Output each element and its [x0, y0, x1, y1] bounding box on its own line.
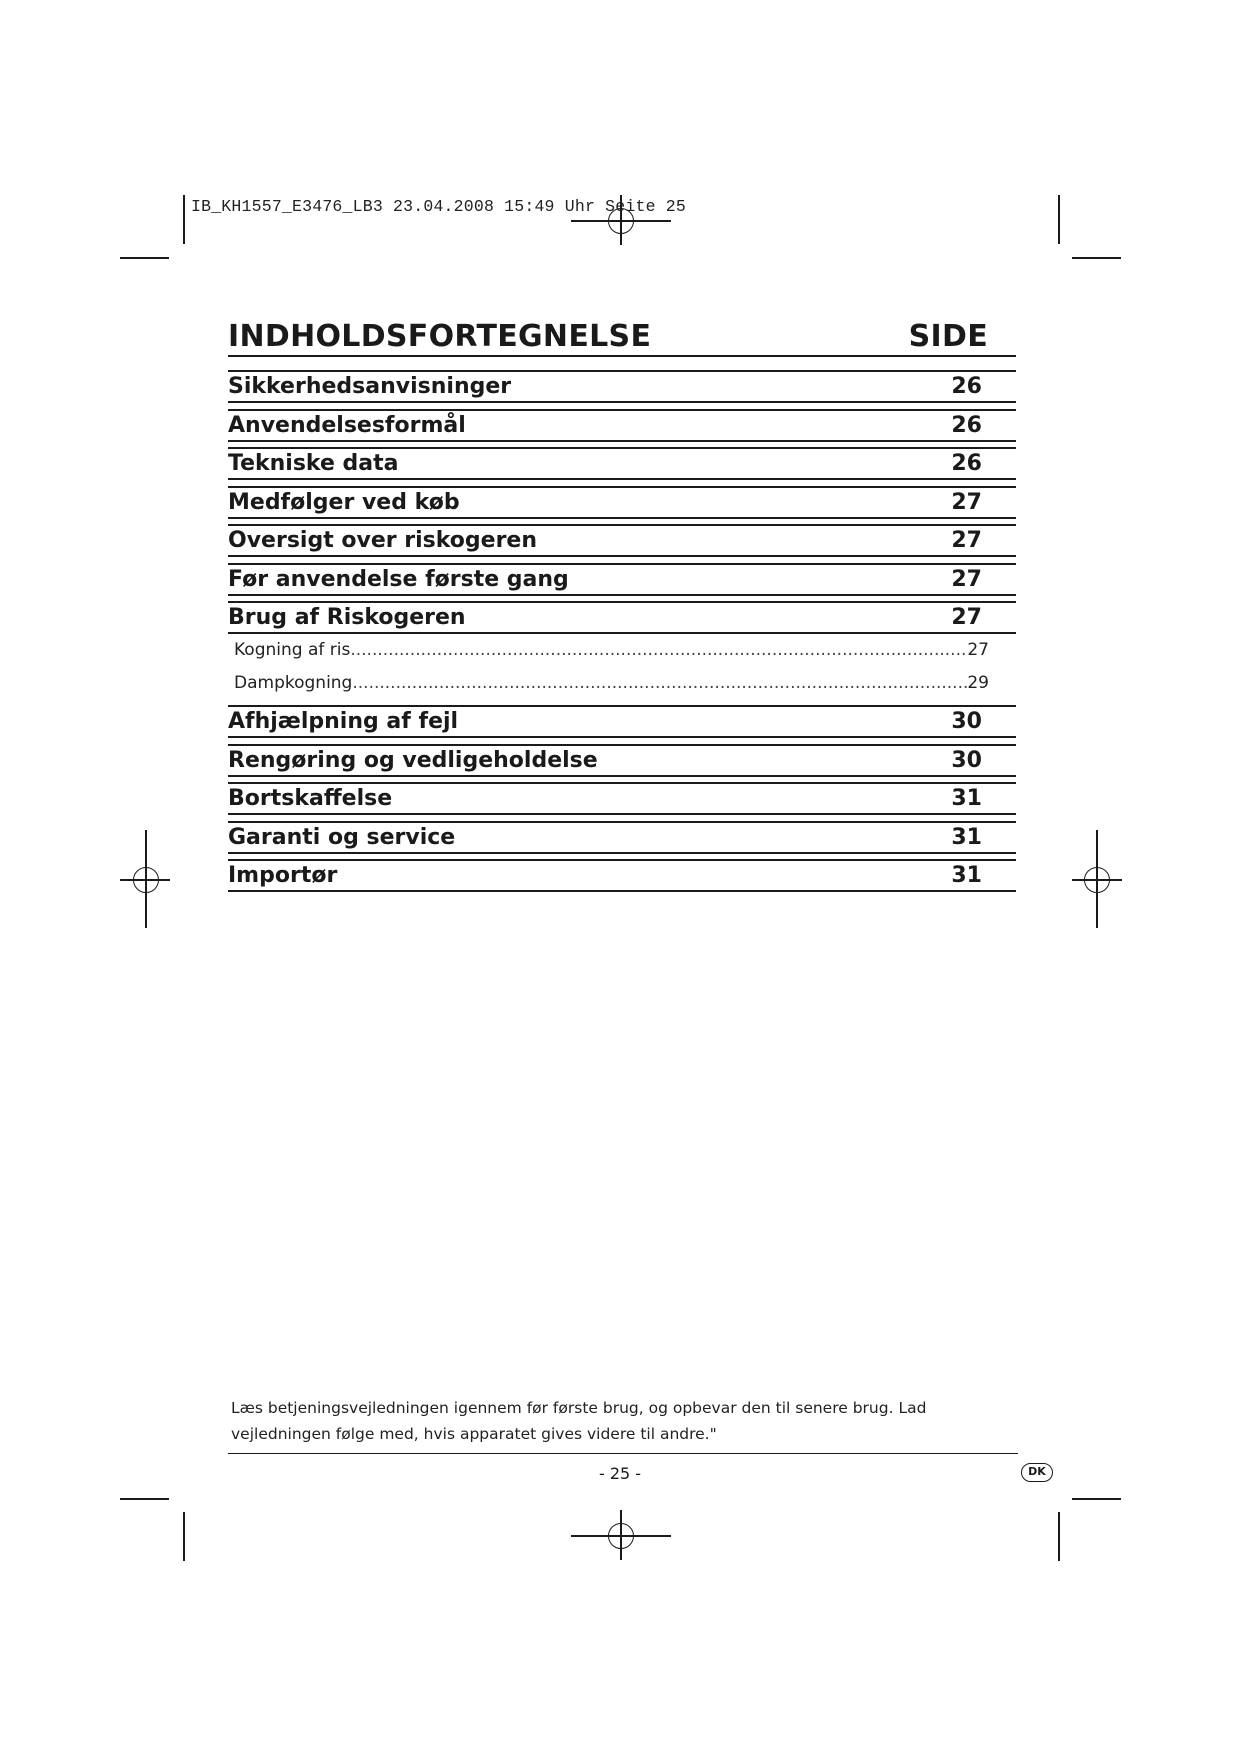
toc-entry[interactable]	[228, 860, 1016, 890]
toc-page-header: SIDE	[908, 319, 988, 354]
toc-entry-page: 27	[951, 567, 982, 592]
toc-entry[interactable]	[228, 448, 1016, 478]
toc-entry[interactable]	[228, 783, 1016, 813]
toc-entry-page: 26	[951, 451, 982, 476]
print-slug: IB_KH1557_E3476_LB3 23.04.2008 15:49 Uhr Seite 25	[191, 197, 686, 216]
toc-entry-page: 31	[951, 825, 982, 850]
footer-note: Læs betjeningsvejledningen igennem før første brug, og opbevar den til senere brug. Lad vejledningen følge med, hvis apparatet gives videre til andre."	[231, 1399, 927, 1443]
toc-entry-label: Brug af Riskogeren	[228, 605, 466, 630]
toc-entry-page: 31	[951, 786, 982, 811]
toc-entry[interactable]	[228, 602, 1016, 632]
toc-title: INDHOLDSFORTEGNELSE	[228, 319, 652, 354]
toc-entry[interactable]	[228, 371, 1016, 401]
toc-entry[interactable]	[228, 410, 1016, 440]
toc-entry-label: Anvendelsesformål	[228, 413, 466, 438]
toc-sub-entry-page: 27	[967, 640, 989, 660]
toc-header	[228, 312, 1016, 356]
toc-entry-label: Garanti og service	[228, 825, 456, 850]
toc-entry-page: 27	[951, 605, 982, 630]
toc-entry-label: Oversigt over riskogeren	[228, 528, 537, 553]
toc-entry[interactable]	[228, 564, 1016, 594]
page-number: - 25 -	[598, 1464, 642, 1483]
toc-entry-label: Rengøring og vedligeholdelse	[228, 748, 598, 773]
toc-entry-page: 26	[951, 413, 982, 438]
toc-entry-page: 27	[951, 528, 982, 553]
toc-entry[interactable]	[228, 706, 1016, 736]
toc-entry-page: 26	[951, 374, 982, 399]
toc-entry-label: Importør	[228, 863, 338, 888]
toc-entry[interactable]	[228, 487, 1016, 517]
toc-entry-page: 31	[951, 863, 982, 888]
toc-entry-label: Sikkerhedsanvisninger	[228, 374, 512, 399]
language-badge: DK	[1021, 1463, 1053, 1482]
footer-rule	[228, 1453, 1018, 1454]
toc-entry[interactable]	[228, 745, 1016, 775]
toc-entry-label: Bortskaffelse	[228, 786, 393, 811]
toc-entry[interactable]	[228, 822, 1016, 852]
header-rule	[228, 355, 1016, 357]
toc-sub-entry-label: Kogning af ris	[234, 640, 351, 660]
dot-leader	[352, 673, 967, 693]
dot-leader	[350, 640, 967, 660]
toc-entry-page: 30	[951, 709, 982, 734]
toc-entry-label: Før anvendelse første gang	[228, 567, 569, 592]
toc-sub-entry[interactable]	[234, 640, 989, 664]
toc-sub-entry-label: Dampkogning	[234, 673, 353, 693]
toc-entry-label: Afhjælpning af fejl	[228, 709, 459, 734]
toc-entry-label: Tekniske data	[228, 451, 399, 476]
toc-entry-page: 30	[951, 748, 982, 773]
toc-entry[interactable]	[228, 525, 1016, 555]
toc-sub-entry-page: 29	[967, 673, 989, 693]
toc-entry-page: 27	[951, 490, 982, 515]
toc-entry-label: Medfølger ved køb	[228, 490, 460, 515]
toc-sub-entry[interactable]	[234, 673, 989, 697]
